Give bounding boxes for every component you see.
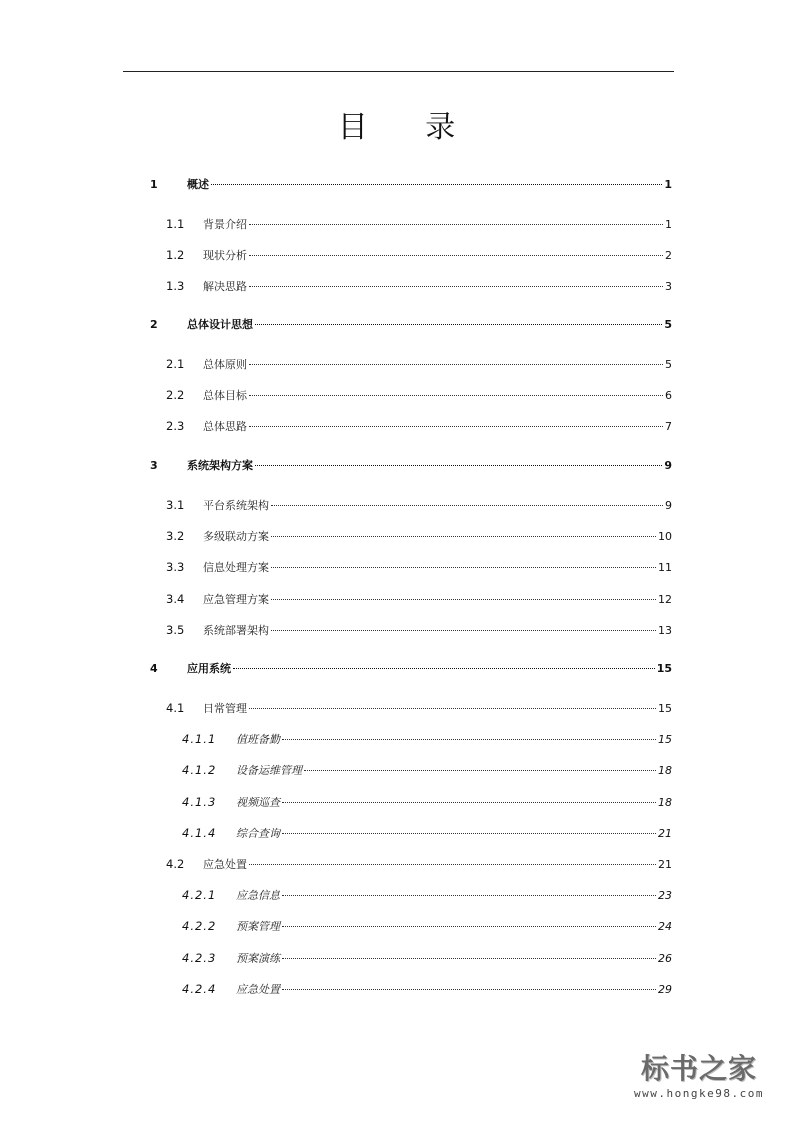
toc-entry[interactable] (150, 316, 672, 334)
toc-dot-leader (271, 536, 656, 537)
toc-dot-leader (271, 630, 656, 631)
toc-entry[interactable] (166, 558, 672, 576)
toc-entry[interactable] (150, 176, 672, 194)
toc-dot-leader (233, 668, 655, 669)
toc-entry-number: 4.1.4 (182, 826, 217, 840)
toc-entry-page: 5 (664, 318, 672, 331)
toc-entry-page: 12 (658, 593, 672, 606)
toc-entry-label: 解决思路 (203, 280, 247, 293)
toc-entry[interactable] (182, 886, 672, 904)
toc-entry-number: 4.1.1 (182, 732, 217, 746)
toc-entry[interactable] (166, 590, 672, 608)
toc-entry-label: 平台系统架构 (203, 499, 269, 512)
toc-entry-number: 4.2.4 (182, 982, 217, 996)
watermark (619, 1052, 779, 1112)
toc-entry[interactable] (166, 386, 672, 404)
toc-title: 目 录 (337, 110, 480, 145)
toc-entry[interactable] (182, 761, 672, 779)
toc-entry[interactable] (150, 660, 672, 678)
toc-entry-label: 视频巡查 (236, 796, 280, 809)
toc-entry-page: 15 (658, 702, 672, 715)
toc-entry[interactable] (150, 457, 672, 475)
toc-entry-label: 总体目标 (203, 389, 247, 402)
toc-dot-leader (282, 926, 656, 927)
toc-entry-number: 3 (150, 459, 158, 472)
toc-dot-leader (282, 989, 656, 990)
toc-entry-label: 日常管理 (203, 702, 247, 715)
toc-entry-number: 3.4 (166, 592, 185, 606)
toc-entry-number: 3.5 (166, 623, 185, 637)
toc-entry-page: 5 (665, 358, 672, 371)
toc-entry[interactable] (182, 793, 672, 811)
toc-entry-page: 18 (658, 764, 672, 777)
toc-entry-label: 设备运维管理 (236, 764, 302, 777)
toc-entry[interactable] (166, 417, 672, 435)
toc-entry-number: 1.2 (166, 248, 185, 262)
toc-entry-label: 总体设计思想 (187, 318, 253, 331)
toc-entry-page: 29 (658, 983, 672, 996)
toc-dot-leader (211, 184, 662, 185)
toc-entry-number: 1.3 (166, 279, 185, 293)
toc-dot-leader (249, 426, 663, 427)
toc-entry-label: 应急处置 (203, 858, 247, 871)
toc-entry-number: 4.2.3 (182, 951, 217, 965)
toc-entry-page: 6 (665, 389, 672, 402)
toc-entry-label: 应急信息 (236, 889, 280, 902)
toc-entry[interactable] (182, 980, 672, 998)
toc-entry-number: 2 (150, 318, 158, 331)
toc-entry-number: 4.1 (166, 701, 185, 715)
toc-entry-label: 系统架构方案 (187, 459, 253, 472)
toc-entry-number: 2.3 (166, 419, 185, 433)
toc-entry-number: 1 (150, 178, 158, 191)
toc-entry[interactable] (182, 824, 672, 842)
toc-entry-page: 24 (658, 920, 672, 933)
toc-entry-label: 应急处置 (236, 983, 280, 996)
toc-entry[interactable] (166, 527, 672, 545)
toc-dot-leader (249, 708, 656, 709)
toc-entry[interactable] (166, 215, 672, 233)
toc-dot-leader (271, 599, 656, 600)
toc-entry-page: 18 (658, 796, 672, 809)
toc-dot-leader (282, 895, 656, 896)
toc-entry-page: 11 (658, 561, 672, 574)
toc-dot-leader (249, 286, 663, 287)
toc-entry-label: 多级联动方案 (203, 530, 269, 543)
toc-dot-leader (255, 324, 662, 325)
toc-entry[interactable] (182, 949, 672, 967)
toc-entry-page: 21 (658, 827, 672, 840)
toc-entry-number: 4 (150, 662, 158, 675)
toc-entry[interactable] (166, 496, 672, 514)
toc-entry-label: 应急管理方案 (203, 593, 269, 606)
toc-entry-page: 9 (665, 499, 672, 512)
toc-entry-page: 9 (664, 459, 672, 472)
toc-dot-leader (271, 505, 663, 506)
toc-entry-page: 2 (665, 249, 672, 262)
toc-entry-label: 应用系统 (187, 662, 231, 675)
toc-entry-label: 概述 (187, 178, 209, 191)
toc-dot-leader (282, 833, 656, 834)
toc-entry-number: 3.2 (166, 529, 185, 543)
toc-entry-page: 7 (665, 420, 672, 433)
toc-entry-page: 15 (656, 662, 672, 675)
toc-dot-leader (249, 255, 663, 256)
toc-entry-label: 总体思路 (203, 420, 247, 433)
toc-entry-page: 10 (658, 530, 672, 543)
toc-entry-number: 1.1 (166, 217, 185, 231)
toc-entry-number: 4.2.1 (182, 888, 217, 902)
toc-dot-leader (249, 395, 663, 396)
toc-dot-leader (249, 364, 663, 365)
toc-entry-label: 综合查询 (236, 827, 280, 840)
toc-entry[interactable] (182, 917, 672, 935)
toc-entry-label: 系统部署架构 (203, 624, 269, 637)
toc-entry-label: 现状分析 (203, 249, 247, 262)
toc-entry-number: 3.3 (166, 560, 185, 574)
toc-entry-label: 预案管理 (236, 920, 280, 933)
toc-entry-label: 预案演练 (236, 952, 280, 965)
toc-entry-number: 2.2 (166, 388, 185, 402)
toc-entry-number: 4.2 (166, 857, 185, 871)
toc-entry-number: 4.2.2 (182, 919, 217, 933)
toc-entry-page: 3 (665, 280, 672, 293)
toc-dot-leader (282, 958, 656, 959)
toc-entry-page: 21 (658, 858, 672, 871)
toc-entry-page: 1 (664, 178, 672, 191)
toc-dot-leader (249, 864, 656, 865)
toc-entry-label: 总体原则 (203, 358, 247, 371)
toc-entry[interactable] (166, 855, 672, 873)
toc-entry-page: 26 (658, 952, 672, 965)
toc-dot-leader (249, 224, 663, 225)
watermark-logo: 标书之家 (640, 1052, 757, 1085)
toc-dot-leader (282, 802, 656, 803)
toc-entry[interactable] (166, 699, 672, 717)
toc-dot-leader (255, 465, 662, 466)
toc-entry-number: 3.1 (166, 498, 185, 512)
toc-dot-leader (282, 739, 656, 740)
toc-entry-page: 15 (658, 733, 672, 746)
toc-dot-leader (271, 567, 656, 568)
toc-entry[interactable] (166, 277, 672, 295)
toc-entry[interactable] (166, 621, 672, 639)
toc-entry-number: 2.1 (166, 357, 185, 371)
toc-entry-number: 4.1.3 (182, 795, 217, 809)
toc-entry[interactable] (166, 246, 672, 264)
toc-entry[interactable] (166, 355, 672, 373)
toc-entry-page: 13 (658, 624, 672, 637)
toc-entry-label: 背景介绍 (203, 218, 247, 231)
toc-dot-leader (304, 770, 656, 771)
toc-entry-page: 23 (658, 889, 672, 902)
toc-entry-page: 1 (665, 218, 672, 231)
toc-entry-label: 信息处理方案 (203, 561, 269, 574)
toc-entry-label: 值班备勤 (236, 733, 280, 746)
toc-entry-number: 4.1.2 (182, 763, 217, 777)
toc-entry[interactable] (182, 730, 672, 748)
watermark-url: www.hongke98.com (634, 1087, 764, 1100)
